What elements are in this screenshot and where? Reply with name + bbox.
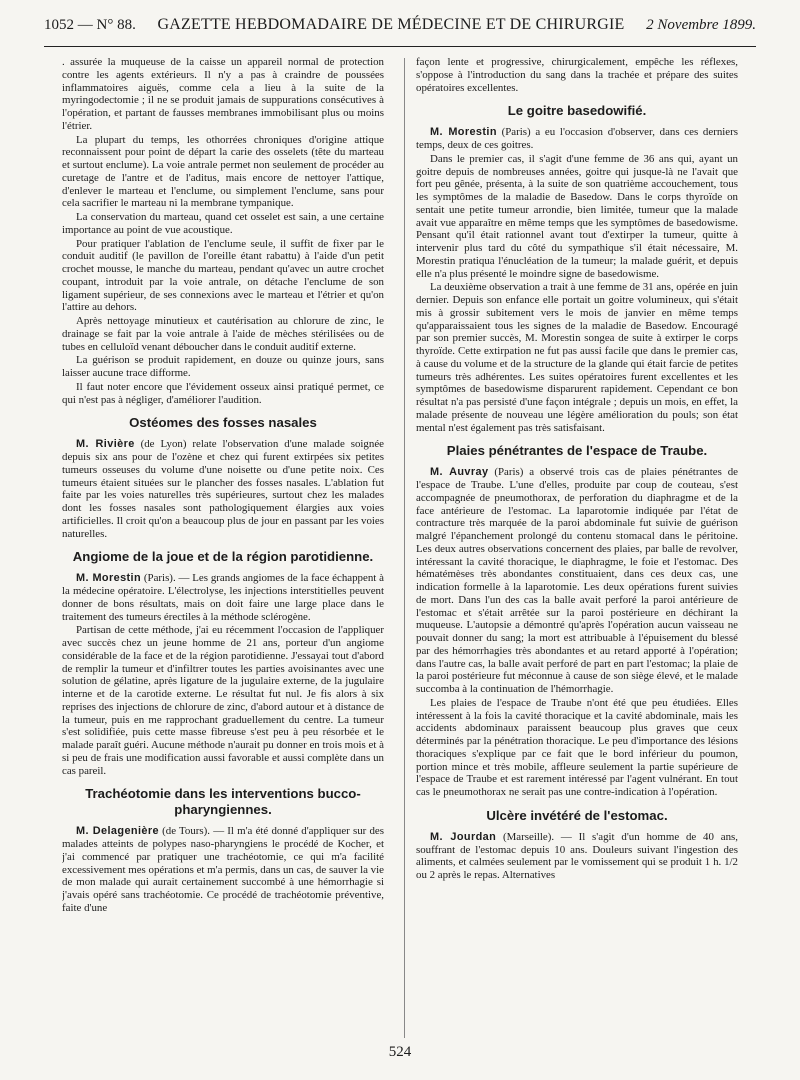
paragraph: La deuxième observation a trait à une femme de 31 ans, opérée en juin dernier. Depuis son enfance elle portait un goitre volumineux, qui s'était mis à grossir subitement vers le mois de janvier en même temps qu'apparaissaient tous les signes de la maladie de Basedow. Encouragé par son premier succès, M. Morestin songea de suite à extirper le corps thyroïde. Cette extirpation ne fut pas aussi facile que dans le premier cas, à cause du volume et de la structure de la glande qui était farcie de petites tumeurs très adhérentes. Les suites opératoires furent excellentes et les symptômes de basedowisme disparurent rapidement. Cependant ce bon résultat n'a pas persisté d'une façon intégrale ; depuis un mois, en effet, la malade présente de nouveau une légère amélioration du pouls; son état mental n'est également pas très satisfaisant. (416, 281, 738, 434)
paragraph (416, 466, 738, 696)
left-column (62, 56, 384, 1041)
paragraph: . assurée la muqueuse de la caisse un appareil normal de protection contre les agents extérieurs. Il n'y a pas à craindre de poussées inflammatoires aiguës, comme cela a lieu à la suite de la myringodectomie ; il ne se produit jamais de suppurations consécutives à l'opération, et partant de fausses membranes immobilisant plus ou moins l'étrier. (62, 56, 384, 132)
paragraph (416, 831, 738, 882)
author-name: M. Auvray (430, 466, 489, 479)
paragraph: La conservation du marteau, quand cet osselet est sain, a une certaine importance au point de vue acoustique. (62, 211, 384, 236)
section-title-goitre: Le goitre basedowifié. (507, 103, 647, 119)
author-name: M. Jourdan (430, 830, 497, 843)
paragraph: Partisan de cette méthode, j'ai eu récemment l'occasion de l'appliquer avec succès chez un jeune homme de 21 ans, porteur d'un angiome considérable de la face et de la région parotidienne. J'essayai tout d'abord de remplir la tumeur et d'infiltrer toutes les parties avoisinantes avec une solution de gélatine, après ligature de la jugulaire externe, de la jugulaire interne et de la carotide externe. Le résultat fut nul. Je fis alors à six reprises des injections de chlorure de zinc, d'abord autour et à distance de la tumeur, puis en me rapprochant graduellement du centre. La tumeur s'est solidifiée, puis cette masse fibreuse s'est peu à peu résorbée et le malade paraît guéri. Aucune méthode n'aurait pu donner en trois mois et à si peu de frais une modification aussi favorable et aussi complète dans un cas pareil. (62, 624, 384, 777)
paragraph-text: (de Lyon) relate l'observation d'une malade soignée depuis six ans pour de l'ozène et chez qui furent extirpées six petites tumeurs osseuses du volume d'une noisette ou d'une petite noix. Ces tumeurs étaient situées sur le plancher des fosses nasales. L'ablation fut faite par les voies naturelles très supérieures, surtout chez les malades dont les fosses nasales sont pathologiquement élargies aux voies artificielles. Il croit qu'on a beaucoup plus de jour en passant par les voies naturelles. (62, 438, 384, 540)
running-header (44, 16, 756, 47)
paragraph: Pour pratiquer l'ablation de l'enclume seule, il suffit de fixer par le conduit auditif (le pavillon de l'oreille étant rabattu) à l'aide d'un petit crochet mousse, le manche du marteau, pendant qu'avec un autre crochet coupant, introduit par la voie antrale, on détache l'enclume de son ligament supérieur, de ses connexions avec le marteau et l'étrier et qu'on l'attire au dehors. (62, 237, 384, 314)
right-column (416, 56, 738, 1041)
journal-title: GAZETTE HEBDOMADAIRE DE MÉDECINE ET DE CHIRURGIE (157, 16, 625, 33)
paragraph: Après nettoyage minutieux et cautérisation au chlorure de zinc, le drainage se fait par la voie antrale à l'aide de mèches stérilisées ou de tubes en celluloïd venant déboucher dans le conduit auditif externe. (62, 315, 384, 353)
paragraph: Il faut noter encore que l'évidement osseux ainsi pratiqué permet, ce qui n'est pas à négliger, d'améliorer l'audition. (62, 380, 384, 406)
author-name: M. Morestin (76, 572, 142, 585)
issue-date: 2 Novembre 1899. (646, 17, 756, 33)
column-divider (404, 58, 405, 1038)
paragraph: Dans le premier cas, il s'agit d'une femme de 36 ans qui, ayant un goitre depuis de nombreuses années, goitre qui jusque-là ne l'avait que fort peu gênée, présenta, à la suite de son quatrième accouchement, tous les symptômes de la maladie de Basedow. Dans le corps thyroïde on sentait une petite tumeur arrondie, bien limitée, tumeur que la malade avait vue apparaître en même temps que les symptômes de basedowisme. Pensant qu'il était rationnel avant tout d'extirper la tumeur, quitte à intervenir plus tard du côté du sympathique s'il était nécessaire, M. Morestin pratiqua l'énucléation de la tumeur; la malade guérit, et depuis elle n'a plus présenté le moindre signe de basedowisme. (416, 152, 738, 280)
section-title-angiome: Angiome de la joue et de la région parotidienne. (72, 549, 374, 565)
section-title-tracheotomie: Trachéotomie dans les interventions bucco-pharyngiennes. (85, 786, 361, 818)
author-name: M. Rivière (76, 438, 135, 451)
paragraph (416, 126, 738, 152)
paragraph: Les plaies de l'espace de Traube n'ont été que peu étudiées. Elles intéressent à la fois la cavité thoracique et la cavité abdominale, mais les accidents abdominaux paraissent beaucoup plus graves que ceux déterminés par la pénétration thoracique. Le peu d'importance des lésions thoraciques s'explique par ce fait que le bord inférieur du poumon, portion mince et très mobile, affleure seulement la partie supérieure de l'espace de Traube et est rarement intéressé par l'agent vulnérant. En tout cas le pneumothorax ne serait pas une contre-indication à l'opération. (416, 696, 738, 798)
paragraph-text: (Paris) a observé trois cas de plaies pénétrantes de l'espace de Traube. L'une d'elles, produite par coup de couteau, s'est accompagnée de pneumothorax, de perforation du diaphragme et de la face antérieure de l'estomac. La laparotomie indiquée par l'état de contracture très marquée de la paroi abdominale fut suivie de guérison malgré l'épanchement prolongé du contenu stomacal dans le péritoine. Les deux autres observations concernent des plaies, par balle de revolver, intéressant la cavité thoracique, le diaphragme, le foie et l'estomac. Des hématémèses très abondantes constituaient, dans ces deux cas, une indication formelle à la laparotomie. Les deux opérations furent suivies de mort. Dans l'un des cas la balle avait perforé la paroi antérieure de l'estomac et s'était arrêtée sur la paroi postérieure en déchirant la muqueuse. L'autopsie a démontré qu'après l'opération aucun vaisseau ne pouvait donner du sang; la mort est attribuable à l'épuisement du blessé par des hémorrhagies très abondantes et au retard apporté à l'opération; dans l'autre cas, la balle avait perforé de part en part l'estomac; la plaie de la paroi postérieure fut méconnue à cause de son siège élevé, et le malade succomba à la continuation de l'hémorrhagie. (416, 466, 738, 695)
paragraph: façon lente et progressive, chirurgicalement, empêche les réflexes, s'oppose à l'introduction du sang dans la trachée et prépare des suites opératoires excellentes. (416, 56, 738, 94)
page-issue-number: 1052 — N° 88. (44, 17, 136, 33)
author-name: M. Morestin (430, 126, 497, 139)
paragraph (62, 572, 384, 623)
paragraph (62, 825, 384, 914)
paragraph (62, 438, 384, 540)
paragraph-text: (Marseille). — Il s'agit d'un homme de 40 ans, souffrant de l'estomac depuis 10 ans. Douleurs suivant l'ingestion des aliments, et calmées seulement par le vomissement qui se produit 1 h. 1/2 ou 2 après le repas. Alternatives (416, 830, 738, 881)
paragraph-text: (Paris). — Les grands angiomes de la face échappent à la médecine opératoire. L'électrolyse, les injections interstitielles peuvent donner de bons résultats, mais on doit faire une large place dans le traitement des tumeurs érectiles à la méthode sclérogène. (62, 572, 384, 623)
section-title-osteomes: Ostéomes des fosses nasales (129, 415, 317, 431)
author-name: M. Delagenière (76, 825, 159, 838)
page-number: 524 (388, 1044, 412, 1060)
paragraph-text: (de Tours). — Il m'a été donné d'appliquer sur des malades atteints de polypes naso-pharyngiens le procédé de Kocher, et j'ai commencé par pratiquer une trachéotomie, ce qui m'a facilité excessivement mes opérations et m'a permis, dans un cas, de sauver la vie de mon malade qui aurait certainement succombé à une hémorrhagie si j'avais opéré sans trachéotomie. Ce procédé de trachéotomie préventive, faite d'une (62, 825, 384, 914)
paragraph-text: (Paris) a eu l'occasion d'observer, dans ces derniers temps, deux de ces goitres. (416, 126, 738, 151)
paragraph: La plupart du temps, les othorrées chroniques d'origine attique reconnaissent pour point de départ la carie des osselets (tête du marteau et surtout enclume). La voie antrale permet non seulement de procéder au curetage de l'antre et de l'aditus, mais encore de nettoyer l'attique, d'enlever le marteau et l'enclume, ou simplement l'enclume, sans pour cela sacrifier le marteau ni la membrane tympanique. (62, 133, 384, 210)
paragraph: La guérison se produit rapidement, en douze ou quinze jours, sans laisser aucune trace difforme. (62, 354, 384, 379)
section-title-ulcere: Ulcère invétéré de l'estomac. (486, 807, 668, 823)
section-title-plaies: Plaies pénétrantes de l'espace de Traube. (446, 443, 708, 459)
